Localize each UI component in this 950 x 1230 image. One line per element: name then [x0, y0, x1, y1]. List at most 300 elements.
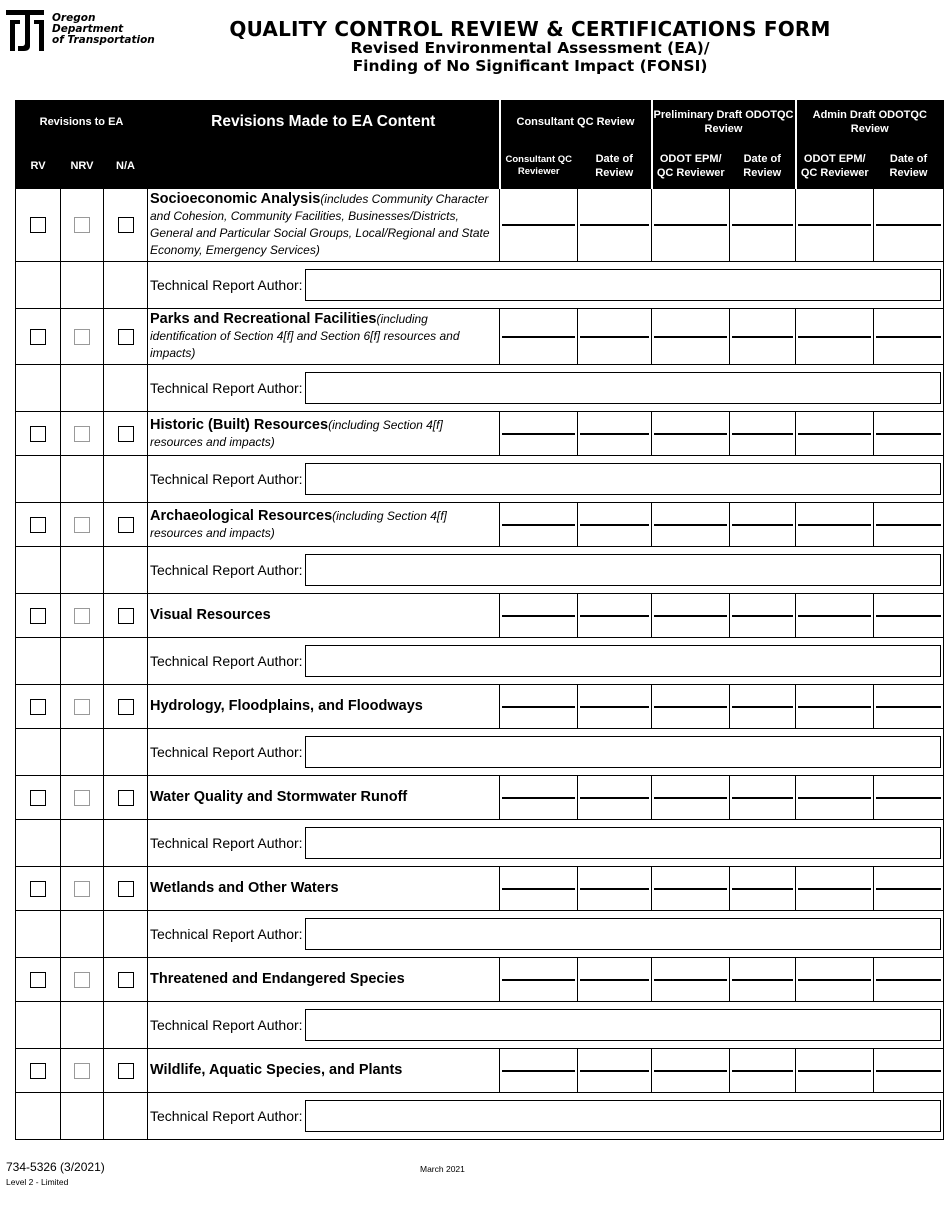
consultant-reviewer-cell: [500, 958, 578, 1002]
section-row: [16, 867, 944, 911]
consultant-reviewer-field[interactable]: [502, 336, 575, 338]
admin-date-field[interactable]: [876, 524, 941, 526]
consultant-date-cell: [578, 309, 652, 365]
nrv-cell: [61, 1049, 104, 1093]
org-name: [52, 13, 155, 46]
prelim-reviewer-field[interactable]: [654, 615, 727, 617]
nrv-cell: [61, 503, 104, 547]
author-blank-cell: [104, 638, 148, 685]
admin-date-field[interactable]: [876, 1070, 941, 1072]
author-label-cell: [148, 262, 500, 309]
admin-date-cell: [874, 309, 944, 365]
author-blank-cell: [16, 547, 61, 594]
author-blank-cell: [61, 547, 104, 594]
rv-cell: [16, 594, 61, 638]
prelim-reviewer-cell: [652, 309, 730, 365]
prelim-reviewer-field[interactable]: [654, 797, 727, 799]
consultant-reviewer-cell: [500, 309, 578, 365]
author-label-cell: [148, 911, 500, 958]
author-row: [16, 1093, 944, 1140]
section-title: Parks and Recreational Facilities: [150, 311, 377, 327]
header-na: N/A: [104, 144, 148, 189]
prelim-reviewer-cell: [652, 1049, 730, 1093]
section-row: [16, 503, 944, 547]
consultant-date-cell: [578, 189, 652, 262]
author-field-cell: [500, 729, 944, 776]
prelim-date-field[interactable]: [732, 336, 793, 338]
consultant-reviewer-cell: [500, 412, 578, 456]
author-blank-cell: [16, 638, 61, 685]
nrv-checkbox[interactable]: [74, 517, 90, 533]
admin-reviewer-cell: [796, 685, 874, 729]
prelim-reviewer-field[interactable]: [654, 1070, 727, 1072]
author-blank-cell: [104, 729, 148, 776]
nrv-cell: [61, 412, 104, 456]
prelim-reviewer-field[interactable]: [654, 706, 727, 708]
consultant-date-field[interactable]: [580, 615, 649, 617]
admin-reviewer-field[interactable]: [798, 1070, 871, 1072]
section-content: [148, 685, 500, 729]
author-row: [16, 262, 944, 309]
rv-checkbox[interactable]: [30, 217, 46, 233]
na-cell: [104, 958, 148, 1002]
prelim-date-cell: [730, 189, 796, 262]
consultant-date-field[interactable]: [580, 979, 649, 981]
author-field-cell: [500, 820, 944, 867]
consultant-date-cell: [578, 867, 652, 911]
prelim-reviewer-cell: [652, 867, 730, 911]
nrv-cell: [61, 958, 104, 1002]
section-content: [148, 189, 500, 262]
section-description: (includes Community Character and Cohesion, Community Facilities, Businesses/Districts, General and Particular Social Groups, Local/Regional and State Economy, Emergency Services): [150, 192, 490, 257]
author-row: [16, 456, 944, 503]
admin-reviewer-field[interactable]: [798, 224, 871, 226]
nrv-cell: [61, 685, 104, 729]
nrv-checkbox[interactable]: [74, 329, 90, 345]
na-cell: [104, 776, 148, 820]
rv-cell: [16, 503, 61, 547]
consultant-date-field[interactable]: [580, 797, 649, 799]
prelim-date-field[interactable]: [732, 524, 793, 526]
admin-date-cell: [874, 594, 944, 638]
consultant-date-cell: [578, 412, 652, 456]
rv-cell: [16, 958, 61, 1002]
nrv-checkbox[interactable]: [74, 608, 90, 624]
org-line-3: of Transportation: [52, 34, 155, 46]
author-blank-cell: [104, 365, 148, 412]
header-consultant-date: Date of Review: [578, 144, 652, 189]
rv-checkbox[interactable]: [30, 517, 46, 533]
section-content: [148, 958, 500, 1002]
prelim-date-field[interactable]: [732, 615, 793, 617]
prelim-date-cell: [730, 685, 796, 729]
section-title: Wetlands and Other Waters: [150, 880, 339, 896]
na-cell: [104, 867, 148, 911]
author-label: Technical Report Author:: [150, 926, 303, 942]
author-row: [16, 365, 944, 412]
admin-reviewer-cell: [796, 867, 874, 911]
consultant-reviewer-field[interactable]: [502, 706, 575, 708]
author-field-cell: [500, 262, 944, 309]
consultant-date-field[interactable]: [580, 433, 649, 435]
admin-date-field[interactable]: [876, 336, 941, 338]
na-checkbox[interactable]: [118, 517, 134, 533]
author-field-cell: [500, 365, 944, 412]
section-content: [148, 776, 500, 820]
admin-date-field[interactable]: [876, 615, 941, 617]
na-checkbox[interactable]: [118, 881, 134, 897]
na-cell: [104, 503, 148, 547]
author-field-cell: [500, 1002, 944, 1049]
section-row: [16, 1049, 944, 1093]
prelim-reviewer-cell: [652, 776, 730, 820]
nrv-cell: [61, 594, 104, 638]
section-description: (including Section 4[f] resources and impacts): [150, 417, 443, 449]
section-title: Historic (Built) Resources: [150, 416, 329, 433]
admin-date-field[interactable]: [876, 797, 941, 799]
na-checkbox[interactable]: [118, 1063, 134, 1079]
author-field-cell: [500, 456, 944, 503]
prelim-date-cell: [730, 503, 796, 547]
admin-reviewer-field[interactable]: [798, 797, 871, 799]
prelim-reviewer-cell: [652, 685, 730, 729]
author-blank-cell: [104, 262, 148, 309]
author-label: Technical Report Author:: [150, 1017, 303, 1033]
section-title: Hydrology, Floodplains, and Floodways: [150, 698, 423, 714]
consultant-reviewer-field[interactable]: [502, 433, 575, 435]
author-label: Technical Report Author:: [150, 471, 303, 487]
consultant-reviewer-cell: [500, 189, 578, 262]
consultant-reviewer-cell: [500, 685, 578, 729]
consultant-reviewer-cell: [500, 594, 578, 638]
odot-logo-icon: [4, 6, 48, 52]
author-blank-cell: [16, 1093, 61, 1140]
admin-reviewer-field[interactable]: [798, 979, 871, 981]
author-blank-cell: [61, 262, 104, 309]
admin-reviewer-field[interactable]: [798, 433, 871, 435]
header-admin-epm: ODOT EPM/ QC Reviewer: [796, 144, 874, 189]
section-description: (including Section 4[f] resources and impacts): [150, 508, 447, 540]
author-blank-cell: [61, 456, 104, 503]
author-blank-cell: [61, 820, 104, 867]
admin-reviewer-field[interactable]: [798, 524, 871, 526]
admin-date-cell: [874, 958, 944, 1002]
author-blank-cell: [16, 262, 61, 309]
na-cell: [104, 412, 148, 456]
org-line-1: Oregon: [52, 12, 96, 24]
prelim-date-cell: [730, 412, 796, 456]
author-label: Technical Report Author:: [150, 1108, 303, 1124]
header-admin-draft: Admin Draft ODOTQC Review: [796, 101, 944, 144]
author-row: [16, 729, 944, 776]
section-title: Wildlife, Aquatic Species, and Plants: [150, 1062, 403, 1078]
author-blank-cell: [61, 911, 104, 958]
author-blank-cell: [16, 729, 61, 776]
rv-checkbox[interactable]: [30, 329, 46, 345]
consultant-date-field[interactable]: [580, 1070, 649, 1072]
na-cell: [104, 309, 148, 365]
section-content: [148, 594, 500, 638]
na-checkbox[interactable]: [118, 608, 134, 624]
admin-reviewer-field[interactable]: [798, 336, 871, 338]
rv-checkbox[interactable]: [30, 790, 46, 806]
org-line-2: Department: [52, 23, 124, 35]
nrv-checkbox[interactable]: [74, 699, 90, 715]
prelim-reviewer-cell: [652, 594, 730, 638]
author-row: [16, 547, 944, 594]
author-blank-cell: [16, 911, 61, 958]
header-blank: [148, 144, 500, 189]
author-field-cell: [500, 911, 944, 958]
consultant-reviewer-cell: [500, 776, 578, 820]
admin-date-cell: [874, 503, 944, 547]
consultant-reviewer-field[interactable]: [502, 979, 575, 981]
admin-reviewer-cell: [796, 1049, 874, 1093]
na-checkbox[interactable]: [118, 426, 134, 442]
header-row-1: [16, 101, 944, 144]
odot-logo: [4, 6, 174, 54]
prelim-reviewer-field[interactable]: [654, 979, 727, 981]
author-row: [16, 1002, 944, 1049]
prelim-reviewer-field[interactable]: [654, 433, 727, 435]
section-row: [16, 594, 944, 638]
prelim-date-field[interactable]: [732, 433, 793, 435]
author-blank-cell: [16, 820, 61, 867]
na-checkbox[interactable]: [118, 217, 134, 233]
consultant-reviewer-field[interactable]: [502, 888, 575, 890]
header-admin-date: Date of Review: [874, 144, 944, 189]
section-row: [16, 412, 944, 456]
nrv-checkbox[interactable]: [74, 972, 90, 988]
prelim-date-cell: [730, 594, 796, 638]
author-blank-cell: [61, 1093, 104, 1140]
prelim-reviewer-cell: [652, 412, 730, 456]
section-row: [16, 189, 944, 262]
rv-cell: [16, 309, 61, 365]
na-checkbox[interactable]: [118, 972, 134, 988]
section-content: [148, 309, 500, 365]
author-blank-cell: [16, 365, 61, 412]
prelim-reviewer-field[interactable]: [654, 224, 727, 226]
author-field-cell: [500, 547, 944, 594]
header-prelim-epm: ODOT EPM/ QC Reviewer: [652, 144, 730, 189]
consultant-reviewer-cell: [500, 1049, 578, 1093]
author-blank-cell: [61, 729, 104, 776]
rv-checkbox[interactable]: [30, 1063, 46, 1079]
admin-reviewer-cell: [796, 776, 874, 820]
author-blank-cell: [61, 1002, 104, 1049]
form-title: QUALITY CONTROL REVIEW & CERTIFICATIONS FORM: [229, 17, 831, 41]
author-blank-cell: [61, 638, 104, 685]
author-label-cell: [148, 1002, 500, 1049]
admin-reviewer-field[interactable]: [798, 888, 871, 890]
consultant-date-field[interactable]: [580, 224, 649, 226]
header-consultant-qc: Consultant QC Review: [500, 101, 652, 144]
author-label-cell: [148, 456, 500, 503]
nrv-checkbox[interactable]: [74, 426, 90, 442]
admin-reviewer-cell: [796, 309, 874, 365]
header-nrv: NRV: [61, 144, 104, 189]
rv-checkbox[interactable]: [30, 881, 46, 897]
author-blank-cell: [104, 1093, 148, 1140]
admin-reviewer-cell: [796, 594, 874, 638]
admin-date-cell: [874, 412, 944, 456]
consultant-reviewer-cell: [500, 867, 578, 911]
author-label-cell: [148, 365, 500, 412]
prelim-reviewer-cell: [652, 958, 730, 1002]
consultant-reviewer-field[interactable]: [502, 1070, 575, 1072]
prelim-date-cell: [730, 309, 796, 365]
na-checkbox[interactable]: [118, 329, 134, 345]
admin-reviewer-field[interactable]: [798, 615, 871, 617]
author-blank-cell: [104, 1002, 148, 1049]
prelim-reviewer-field[interactable]: [654, 888, 727, 890]
prelim-date-field[interactable]: [732, 888, 793, 890]
admin-date-field[interactable]: [876, 433, 941, 435]
prelim-reviewer-cell: [652, 189, 730, 262]
nrv-checkbox[interactable]: [74, 881, 90, 897]
prelim-date-cell: [730, 958, 796, 1002]
nrv-checkbox[interactable]: [74, 217, 90, 233]
consultant-date-field[interactable]: [580, 336, 649, 338]
author-blank-cell: [104, 547, 148, 594]
author-row: [16, 911, 944, 958]
header-prelim-date: Date of Review: [730, 144, 796, 189]
na-cell: [104, 594, 148, 638]
author-blank-cell: [16, 1002, 61, 1049]
author-row: [16, 638, 944, 685]
consultant-reviewer-field[interactable]: [502, 524, 575, 526]
consultant-date-field[interactable]: [580, 888, 649, 890]
author-blank-cell: [61, 365, 104, 412]
prelim-date-field[interactable]: [732, 1070, 793, 1072]
section-row: [16, 958, 944, 1002]
admin-reviewer-cell: [796, 412, 874, 456]
consultant-reviewer-field[interactable]: [502, 797, 575, 799]
prelim-date-field[interactable]: [732, 706, 793, 708]
rv-cell: [16, 412, 61, 456]
author-label: Technical Report Author:: [150, 744, 303, 760]
prelim-date-field[interactable]: [732, 224, 793, 226]
nrv-cell: [61, 309, 104, 365]
author-label: Technical Report Author:: [150, 380, 303, 396]
form-title-block: [180, 17, 880, 75]
consultant-date-cell: [578, 958, 652, 1002]
rv-cell: [16, 1049, 61, 1093]
rv-checkbox[interactable]: [30, 972, 46, 988]
section-row: [16, 309, 944, 365]
section-content: [148, 867, 500, 911]
author-label-cell: [148, 547, 500, 594]
header-revisions-made: Revisions Made to EA Content: [148, 101, 500, 144]
author-blank-cell: [16, 456, 61, 503]
author-label: Technical Report Author:: [150, 277, 303, 293]
author-label: Technical Report Author:: [150, 835, 303, 851]
author-label-cell: [148, 820, 500, 867]
form-id: 734-5326 (3/2021): [6, 1160, 105, 1174]
author-label-cell: [148, 638, 500, 685]
consultant-reviewer-cell: [500, 503, 578, 547]
nrv-checkbox[interactable]: [74, 790, 90, 806]
admin-date-field[interactable]: [876, 706, 941, 708]
admin-date-cell: [874, 776, 944, 820]
header-row-2: [16, 144, 944, 189]
author-field-cell: [500, 638, 944, 685]
author-blank-cell: [104, 820, 148, 867]
prelim-date-cell: [730, 776, 796, 820]
header-rv: RV: [16, 144, 61, 189]
consultant-date-cell: [578, 503, 652, 547]
na-cell: [104, 1049, 148, 1093]
author-blank-cell: [104, 456, 148, 503]
consultant-date-cell: [578, 594, 652, 638]
nrv-cell: [61, 189, 104, 262]
consultant-date-field[interactable]: [580, 524, 649, 526]
na-checkbox[interactable]: [118, 790, 134, 806]
admin-reviewer-field[interactable]: [798, 706, 871, 708]
header-consultant-reviewer: Consultant QC Reviewer: [500, 144, 578, 189]
consultant-reviewer-field[interactable]: [502, 615, 575, 617]
section-content: [148, 503, 500, 547]
prelim-date-field[interactable]: [732, 797, 793, 799]
rv-checkbox[interactable]: [30, 608, 46, 624]
na-cell: [104, 189, 148, 262]
author-label: Technical Report Author:: [150, 653, 303, 669]
section-row: [16, 776, 944, 820]
prelim-date-cell: [730, 867, 796, 911]
rv-checkbox[interactable]: [30, 426, 46, 442]
section-title: Archaeological Resources: [150, 507, 333, 524]
form-level: Level 2 - Limited: [6, 1177, 69, 1187]
consultant-date-field[interactable]: [580, 706, 649, 708]
section-description: (including identification of Section 4[f] and Section 6[f] resources and impacts): [150, 312, 460, 360]
prelim-reviewer-field[interactable]: [654, 524, 727, 526]
form-subtitle-1: Revised Environmental Assessment (EA)/: [350, 39, 710, 57]
section-title: Socioeconomic Analysis: [150, 191, 321, 207]
prelim-reviewer-cell: [652, 503, 730, 547]
consultant-date-cell: [578, 776, 652, 820]
admin-date-cell: [874, 1049, 944, 1093]
admin-date-cell: [874, 189, 944, 262]
nrv-cell: [61, 776, 104, 820]
admin-date-cell: [874, 685, 944, 729]
rv-cell: [16, 776, 61, 820]
prelim-reviewer-field[interactable]: [654, 336, 727, 338]
admin-date-cell: [874, 867, 944, 911]
admin-reviewer-cell: [796, 189, 874, 262]
consultant-reviewer-field[interactable]: [502, 224, 575, 226]
header-revisions-to-ea: Revisions to EA: [16, 101, 148, 144]
nrv-checkbox[interactable]: [74, 1063, 90, 1079]
consultant-date-cell: [578, 1049, 652, 1093]
section-content: [148, 412, 500, 456]
author-label: Technical Report Author:: [150, 562, 303, 578]
rv-checkbox[interactable]: [30, 699, 46, 715]
admin-date-field[interactable]: [876, 979, 941, 981]
admin-date-field[interactable]: [876, 224, 941, 226]
prelim-date-field[interactable]: [732, 979, 793, 981]
na-checkbox[interactable]: [118, 699, 134, 715]
rv-cell: [16, 685, 61, 729]
section-title: Visual Resources: [150, 607, 271, 623]
author-row: [16, 820, 944, 867]
author-field-cell: [500, 1093, 944, 1140]
section-title: Threatened and Endangered Species: [150, 971, 405, 987]
admin-date-field[interactable]: [876, 888, 941, 890]
nrv-cell: [61, 867, 104, 911]
header-preliminary-draft: Preliminary Draft ODOTQC Review: [652, 101, 796, 144]
sections-body: [16, 189, 944, 1140]
